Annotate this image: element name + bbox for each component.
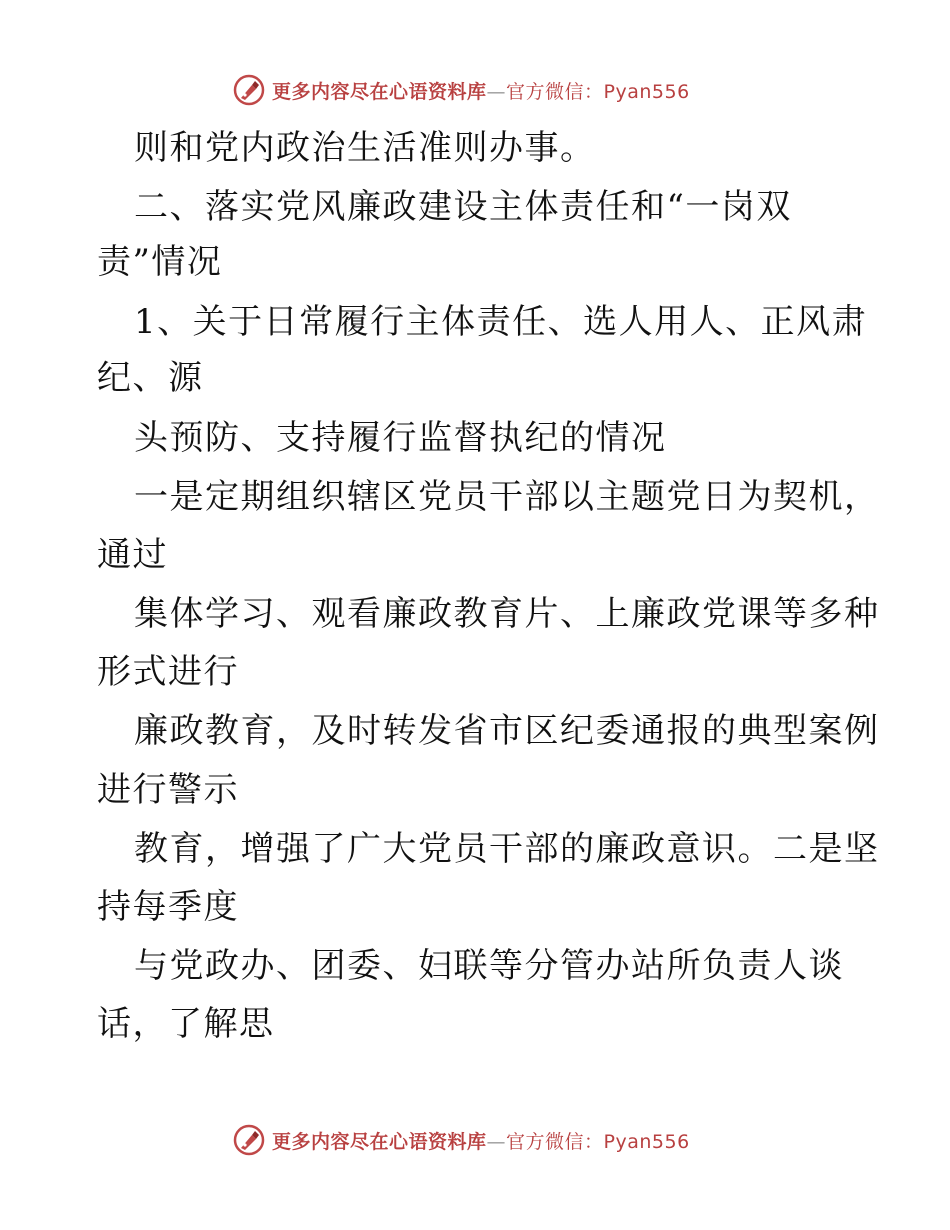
body-line: 形式进行 bbox=[97, 652, 239, 692]
watermark-text bbox=[272, 1127, 690, 1154]
watermark-suffix: 官方微信：Pyan556 bbox=[506, 80, 690, 103]
watermark-text bbox=[272, 77, 690, 104]
subsection-heading: 1、关于日常履行主体责任、选人用人、正风肃 bbox=[134, 302, 868, 342]
pen-nib-logo-icon bbox=[232, 73, 266, 107]
body-line: 头预防、支持履行监督执纪的情况 bbox=[134, 418, 667, 458]
watermark-separator: — bbox=[486, 1130, 507, 1153]
body-line: 进行警示 bbox=[97, 770, 239, 810]
watermark-main: 更多内容尽在心语资料库 bbox=[272, 80, 487, 103]
header-watermark bbox=[232, 73, 752, 107]
body-line: 话，了解思 bbox=[97, 1004, 275, 1044]
body-line: 一是定期组织辖区党员干部以主题党日为契机， bbox=[134, 477, 880, 517]
watermark-separator: — bbox=[486, 80, 507, 103]
body-line: 廉政教育，及时转发省市区纪委通报的典型案例 bbox=[134, 711, 880, 751]
subsection-heading-cont: 纪、源 bbox=[97, 358, 204, 398]
watermark-suffix: 官方微信：Pyan556 bbox=[506, 1130, 690, 1153]
body-line: 集体学习、观看廉政教育片、上廉政党课等多种 bbox=[134, 594, 880, 634]
body-line: 教育，增强了广大党员干部的廉政意识。二是坚 bbox=[134, 829, 880, 869]
pen-nib-logo-icon bbox=[232, 1123, 266, 1157]
body-line: 则和党内政治生活准则办事。 bbox=[134, 128, 596, 168]
section-heading-cont: 责”情况 bbox=[97, 242, 223, 282]
body-line: 通过 bbox=[97, 535, 168, 575]
body-line: 与党政办、团委、妇联等分管办站所负责人谈 bbox=[134, 946, 844, 986]
section-heading: 二、落实党风廉政建设主体责任和“一岗双 bbox=[134, 187, 792, 227]
watermark-main: 更多内容尽在心语资料库 bbox=[272, 1130, 487, 1153]
body-line: 持每季度 bbox=[97, 887, 239, 927]
footer-watermark bbox=[232, 1123, 752, 1157]
